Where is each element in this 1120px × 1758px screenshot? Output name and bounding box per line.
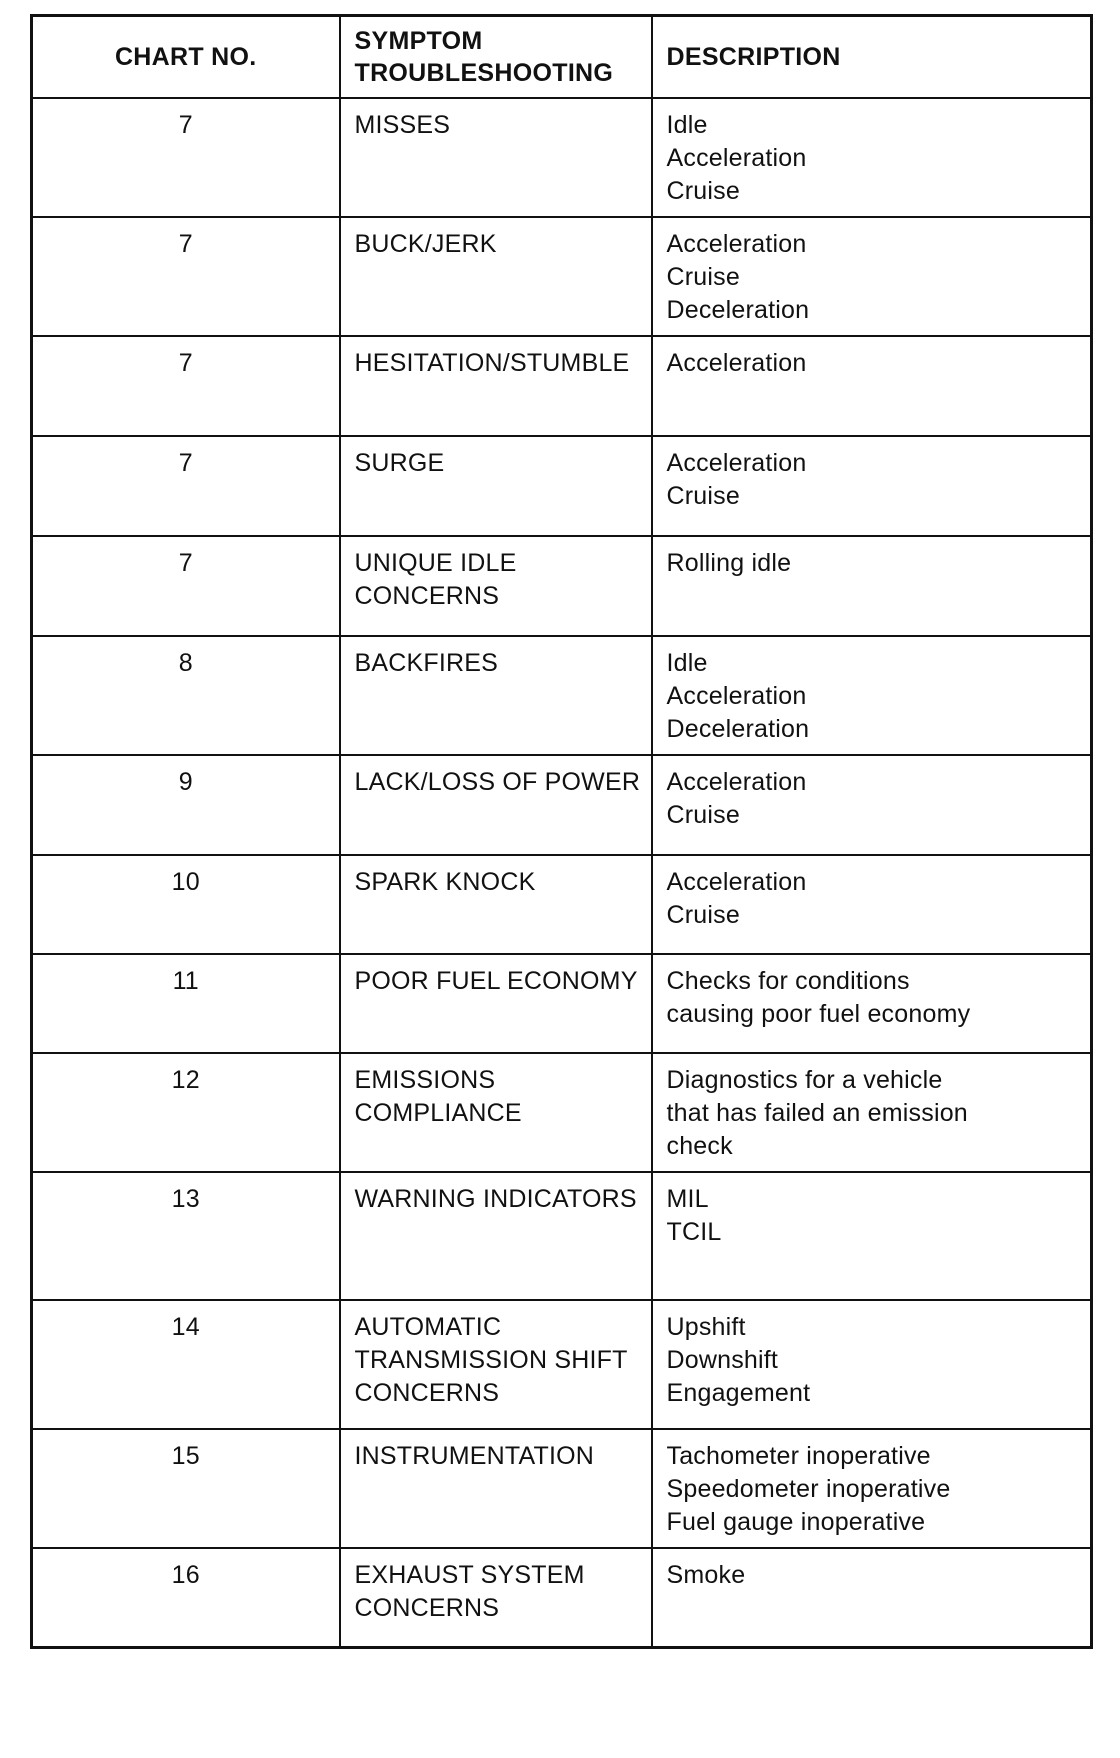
description-text: MIL <box>666 1184 709 1213</box>
chart-number: 7 <box>178 448 193 477</box>
description-cell <box>652 755 1092 855</box>
symptom-text: CONCERNS <box>354 1593 500 1622</box>
table-row <box>32 217 1092 336</box>
symptom-text: CONCERNS <box>354 581 500 610</box>
symptom-text: BACKFIRES <box>354 648 498 677</box>
header-chart-no-label: CHART NO. <box>114 42 257 71</box>
description-cell <box>652 436 1092 536</box>
description-text: Deceleration <box>666 714 810 743</box>
symptom-cell <box>340 336 652 436</box>
description-cell <box>652 1548 1092 1648</box>
symptom-cell <box>340 1548 652 1648</box>
table-row <box>32 755 1092 855</box>
table-body <box>32 98 1092 1648</box>
description-text: Acceleration <box>666 767 807 796</box>
symptom-text: BUCK/JERK <box>354 229 497 258</box>
description-text: Acceleration <box>666 229 807 258</box>
description-text: Rolling idle <box>666 548 792 577</box>
description-cell <box>652 98 1092 217</box>
chart-number: 10 <box>171 867 200 896</box>
description-text: TCIL <box>666 1217 722 1246</box>
header-chart-no <box>32 16 340 98</box>
description-text: Deceleration <box>666 295 810 324</box>
symptom-text: INSTRUMENTATION <box>354 1441 595 1470</box>
header-symptom-troubleshooting <box>340 16 652 98</box>
table-header-row <box>32 16 1092 98</box>
table-row <box>32 536 1092 636</box>
description-text: Acceleration <box>666 143 807 172</box>
header-description-label: DESCRIPTION <box>666 42 841 71</box>
description-text: Acceleration <box>666 681 807 710</box>
chart-number-cell <box>32 1548 340 1648</box>
description-text: Engagement <box>666 1378 811 1407</box>
chart-number-cell <box>32 336 340 436</box>
symptom-text: MISSES <box>354 110 451 139</box>
description-text: causing poor fuel economy <box>666 999 971 1028</box>
description-text: Cruise <box>666 176 740 205</box>
description-text: Speedometer inoperative <box>666 1474 951 1503</box>
symptom-cell <box>340 436 652 536</box>
table-row <box>32 1548 1092 1648</box>
header-symptom-line-1: SYMPTOM <box>354 26 483 55</box>
description-text: Idle <box>666 110 708 139</box>
table-row <box>32 98 1092 217</box>
chart-number: 14 <box>171 1312 200 1341</box>
symptom-cell <box>340 954 652 1053</box>
symptom-text: LACK/LOSS OF POWER <box>354 767 641 796</box>
description-cell <box>652 1429 1092 1548</box>
symptom-chart-table <box>30 14 1093 1649</box>
chart-number-cell <box>32 1429 340 1548</box>
table-row <box>32 336 1092 436</box>
description-cell <box>652 1053 1092 1172</box>
description-text: check <box>666 1131 733 1160</box>
symptom-text: UNIQUE IDLE <box>354 548 517 577</box>
description-text: Acceleration <box>666 867 807 896</box>
description-cell <box>652 1172 1092 1300</box>
table-row <box>32 1053 1092 1172</box>
table-row <box>32 954 1092 1053</box>
description-text: Smoke <box>666 1560 746 1589</box>
description-text: Tachometer inoperative <box>666 1441 931 1470</box>
description-text: Cruise <box>666 262 740 291</box>
symptom-cell <box>340 1053 652 1172</box>
description-text: Fuel gauge inoperative <box>666 1507 926 1536</box>
symptom-cell <box>340 98 652 217</box>
table-row <box>32 1429 1092 1548</box>
symptom-text: WARNING INDICATORS <box>354 1184 637 1213</box>
table-row <box>32 436 1092 536</box>
description-text: that has failed an emission <box>666 1098 968 1127</box>
table-row <box>32 1300 1092 1429</box>
chart-number-cell <box>32 1172 340 1300</box>
chart-number-cell <box>32 436 340 536</box>
description-text: Cruise <box>666 900 740 929</box>
symptom-text: SURGE <box>354 448 445 477</box>
symptom-text: SPARK KNOCK <box>354 867 536 896</box>
chart-number-cell <box>32 755 340 855</box>
chart-number: 7 <box>178 110 193 139</box>
chart-number: 16 <box>171 1560 200 1589</box>
header-description <box>652 16 1092 98</box>
chart-number-cell <box>32 98 340 217</box>
description-cell <box>652 636 1092 755</box>
chart-number: 12 <box>171 1065 200 1094</box>
symptom-cell <box>340 1429 652 1548</box>
symptom-text: POOR FUEL ECONOMY <box>354 966 638 995</box>
description-text: Upshift <box>666 1312 746 1341</box>
symptom-cell <box>340 536 652 636</box>
symptom-text: HESITATION/STUMBLE <box>354 348 630 377</box>
chart-number-cell <box>32 636 340 755</box>
description-cell <box>652 1300 1092 1429</box>
table-row <box>32 1172 1092 1300</box>
symptom-text: COMPLIANCE <box>354 1098 522 1127</box>
chart-number-cell <box>32 1300 340 1429</box>
chart-number: 7 <box>178 548 193 577</box>
chart-number-cell <box>32 954 340 1053</box>
description-text: Diagnostics for a vehicle <box>666 1065 943 1094</box>
symptom-cell <box>340 217 652 336</box>
symptom-text: AUTOMATIC <box>354 1312 502 1341</box>
symptom-cell <box>340 1172 652 1300</box>
description-text: Acceleration <box>666 348 807 377</box>
chart-number: 7 <box>178 348 193 377</box>
description-cell <box>652 855 1092 954</box>
table-row <box>32 855 1092 954</box>
chart-number-cell <box>32 217 340 336</box>
symptom-cell <box>340 855 652 954</box>
description-text: Checks for conditions <box>666 966 910 995</box>
symptom-text: CONCERNS <box>354 1378 500 1407</box>
chart-number-cell <box>32 1053 340 1172</box>
chart-number: 11 <box>172 966 199 995</box>
chart-number: 8 <box>178 648 193 677</box>
chart-number: 13 <box>171 1184 200 1213</box>
symptom-cell <box>340 1300 652 1429</box>
description-cell <box>652 336 1092 436</box>
description-text: Idle <box>666 648 708 677</box>
table-row <box>32 636 1092 755</box>
chart-number: 7 <box>178 229 193 258</box>
description-cell <box>652 217 1092 336</box>
symptom-cell <box>340 755 652 855</box>
description-cell <box>652 954 1092 1053</box>
chart-number-cell <box>32 855 340 954</box>
chart-number: 9 <box>178 767 193 796</box>
description-text: Cruise <box>666 800 740 829</box>
description-text: Acceleration <box>666 448 807 477</box>
symptom-text: EXHAUST SYSTEM <box>354 1560 585 1589</box>
description-cell <box>652 536 1092 636</box>
symptom-text: EMISSIONS <box>354 1065 496 1094</box>
chart-number-cell <box>32 536 340 636</box>
description-text: Cruise <box>666 481 740 510</box>
symptom-text: TRANSMISSION SHIFT <box>354 1345 628 1374</box>
description-text: Downshift <box>666 1345 779 1374</box>
symptom-cell <box>340 636 652 755</box>
header-symptom-line-2: TROUBLESHOOTING <box>354 58 614 87</box>
chart-number: 15 <box>171 1441 200 1470</box>
